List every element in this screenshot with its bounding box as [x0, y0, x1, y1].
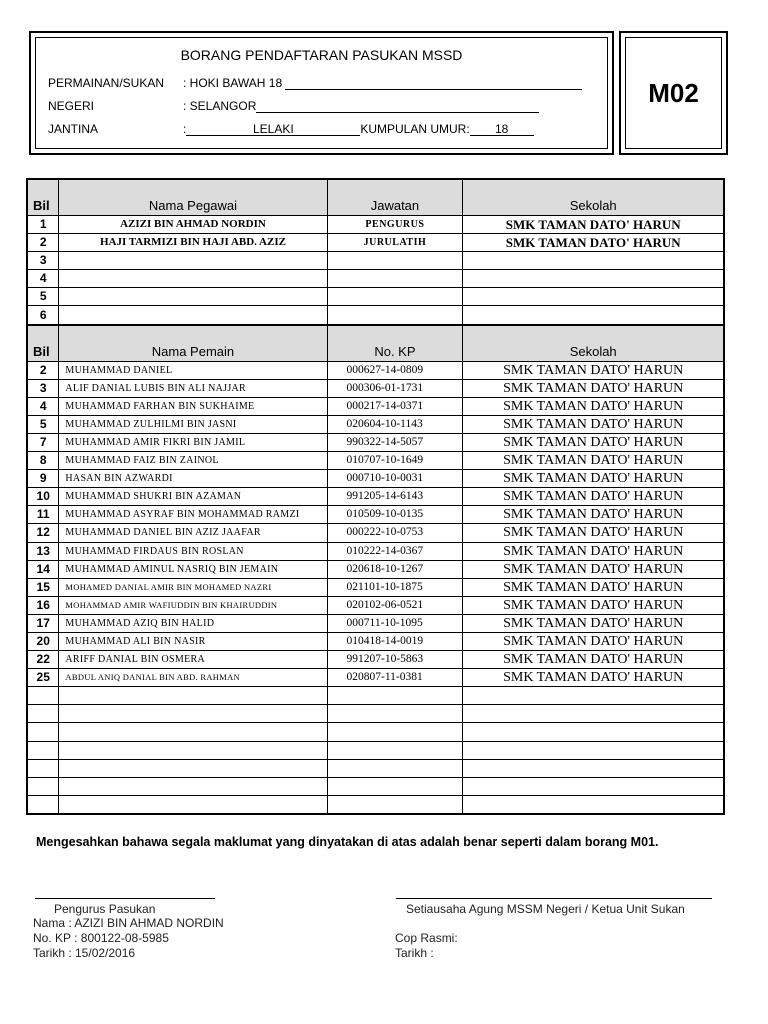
- player-name: MUHAMMAD FARHAN BIN SUKHAIME: [59, 397, 327, 415]
- player-kp: 020807-11-0381: [327, 669, 463, 687]
- player-school: SMK TAMAN DATO' HARUN: [463, 397, 724, 415]
- player-name: [59, 687, 327, 705]
- game-label: PERMAINAN/SUKAN: [48, 76, 165, 90]
- player-school: SMK TAMAN DATO' HARUN: [463, 632, 724, 650]
- official-role: [327, 270, 463, 288]
- player-row: [27, 488, 724, 506]
- player-kp: [327, 741, 463, 759]
- player-bil: [27, 723, 59, 741]
- player-kp: 020102-06-0521: [327, 596, 463, 614]
- official-name: [59, 270, 327, 288]
- official-name: AZIZI BIN AHMAD NORDIN: [59, 216, 327, 234]
- player-school: SMK TAMAN DATO' HARUN: [463, 415, 724, 433]
- player-bil: 12: [27, 524, 59, 542]
- official-row: [27, 216, 724, 234]
- official-role: [327, 306, 463, 325]
- player-school: SMK TAMAN DATO' HARUN: [463, 433, 724, 451]
- game-row: [48, 76, 582, 90]
- right-signature-stamp: Cop Rasmi:: [395, 931, 458, 945]
- player-kp: 000217-14-0371: [327, 397, 463, 415]
- player-bil: 10: [27, 488, 59, 506]
- official-name: [59, 306, 327, 325]
- registration-table: [26, 178, 725, 815]
- player-bil: 4: [27, 397, 59, 415]
- player-bil: [27, 705, 59, 723]
- player-bil: [27, 687, 59, 705]
- player-row: [27, 542, 724, 560]
- official-bil: 4: [27, 270, 59, 288]
- player-school: [463, 759, 724, 777]
- player-row: [27, 560, 724, 578]
- player-name: MUHAMMAD ZULHILMI BIN JASNI: [59, 415, 327, 433]
- state-underline: [256, 99, 539, 113]
- player-row: [27, 361, 724, 379]
- player-row: [27, 723, 724, 741]
- player-kp: 990322-14-5057: [327, 433, 463, 451]
- official-name: HAJI TARMIZI BIN HAJI ABD. AZIZ: [59, 234, 327, 252]
- player-kp: [327, 687, 463, 705]
- player-name: HASAN BIN AZWARDI: [59, 470, 327, 488]
- player-row: [27, 741, 724, 759]
- player-bil: 22: [27, 651, 59, 669]
- official-school: [463, 270, 724, 288]
- player-kp: 000222-10-0753: [327, 524, 463, 542]
- player-name: [59, 741, 327, 759]
- player-name: [59, 759, 327, 777]
- form-header-box: [29, 31, 614, 155]
- player-name: MOHAMED DANIAL AMIR BIN MOHAMED NAZRI: [59, 578, 327, 596]
- player-school: SMK TAMAN DATO' HARUN: [463, 506, 724, 524]
- right-signature-title: Setiausaha Agung MSSM Negeri / Ketua Unit Sukan: [406, 902, 685, 916]
- player-bil: 8: [27, 452, 59, 470]
- player-school: SMK TAMAN DATO' HARUN: [463, 524, 724, 542]
- player-school: SMK TAMAN DATO' HARUN: [463, 470, 724, 488]
- official-bil: 6: [27, 306, 59, 325]
- left-signature-title: Pengurus Pasukan: [54, 902, 156, 916]
- form-code-box: [619, 31, 728, 155]
- left-signature-kp: No. KP : 800122-08-5985: [33, 931, 169, 945]
- player-name: [59, 777, 327, 795]
- officials-header-role: Jawatan: [327, 179, 463, 216]
- player-bil: [27, 741, 59, 759]
- player-kp: 000306-01-1731: [327, 379, 463, 397]
- player-kp: 010509-10-0135: [327, 506, 463, 524]
- player-bil: 17: [27, 614, 59, 632]
- player-bil: [27, 795, 59, 814]
- player-kp: 010222-14-0367: [327, 542, 463, 560]
- player-row: [27, 524, 724, 542]
- officials-header-row: [27, 179, 724, 216]
- player-bil: 13: [27, 542, 59, 560]
- gender-colon: :: [183, 122, 187, 136]
- player-name: MUHAMMAD AMIR FIKRI BIN JAMIL: [59, 433, 327, 451]
- player-name: MUHAMMAD FIRDAUS BIN ROSLAN: [59, 542, 327, 560]
- player-name: MUHAMMAD FAIZ BIN ZAINOL: [59, 452, 327, 470]
- player-bil: 15: [27, 578, 59, 596]
- official-bil: 2: [27, 234, 59, 252]
- official-school: SMK TAMAN DATO' HARUN: [463, 234, 724, 252]
- officials-header-name: Nama Pegawai: [59, 179, 327, 216]
- player-bil: 3: [27, 379, 59, 397]
- player-kp: 020618-10-1267: [327, 560, 463, 578]
- game-underline: [285, 76, 582, 90]
- player-row: [27, 614, 724, 632]
- left-signature-name: Nama : AZIZI BIN AHMAD NORDIN: [33, 916, 224, 930]
- player-row: [27, 470, 724, 488]
- player-school: SMK TAMAN DATO' HARUN: [463, 361, 724, 379]
- player-school: SMK TAMAN DATO' HARUN: [463, 542, 724, 560]
- player-row: [27, 669, 724, 687]
- player-row: [27, 777, 724, 795]
- player-row: [27, 452, 724, 470]
- player-row: [27, 759, 724, 777]
- age-label: KUMPULAN UMUR:: [360, 122, 470, 136]
- gender-label: JANTINA: [48, 122, 99, 136]
- game-value: : HOKI BAWAH 18: [183, 76, 283, 90]
- player-kp: 000711-10-1095: [327, 614, 463, 632]
- official-role: PENGURUS: [327, 216, 463, 234]
- player-row: [27, 379, 724, 397]
- player-school: [463, 705, 724, 723]
- player-name: ABDUL ANIQ DANIAL BIN ABD. RAHMAN: [59, 669, 327, 687]
- players-header-name: Nama Pemain: [59, 325, 327, 362]
- official-row: [27, 288, 724, 306]
- left-signature-line: [35, 898, 215, 899]
- official-bil: 1: [27, 216, 59, 234]
- player-school: [463, 687, 724, 705]
- player-name: MUHAMMAD AZIQ BIN HALID: [59, 614, 327, 632]
- official-role: JURULATIH: [327, 234, 463, 252]
- player-name: ALIF DANIAL LUBIS BIN ALI NAJJAR: [59, 379, 327, 397]
- player-row: [27, 651, 724, 669]
- official-role: [327, 288, 463, 306]
- player-bil: [27, 759, 59, 777]
- form-header-inner: [35, 37, 608, 149]
- player-name: [59, 705, 327, 723]
- officials-header-bil: Bil: [27, 179, 59, 216]
- player-name: ARIFF DANIAL BIN OSMERA: [59, 651, 327, 669]
- player-row: [27, 687, 724, 705]
- official-row: [27, 306, 724, 325]
- officials-header-school: Sekolah: [463, 179, 724, 216]
- certification-statement: Mengesahkan bahawa segala maklumat yang dinyatakan di atas adalah benar seperti dalam borang M01.: [36, 835, 659, 849]
- player-bil: 9: [27, 470, 59, 488]
- players-header-row: [27, 325, 724, 362]
- player-name: [59, 795, 327, 814]
- player-row: [27, 596, 724, 614]
- player-school: SMK TAMAN DATO' HARUN: [463, 560, 724, 578]
- player-school: [463, 723, 724, 741]
- player-name: MUHAMMAD DANIEL BIN AZIZ JAAFAR: [59, 524, 327, 542]
- player-name: MUHAMMAD ASYRAF BIN MOHAMMAD RAMZI: [59, 506, 327, 524]
- player-school: SMK TAMAN DATO' HARUN: [463, 452, 724, 470]
- player-kp: [327, 705, 463, 723]
- player-bil: 11: [27, 506, 59, 524]
- state-value: : SELANGOR: [183, 99, 257, 113]
- player-bil: 2: [27, 361, 59, 379]
- state-row: [48, 99, 539, 113]
- player-row: [27, 397, 724, 415]
- gender-row: [48, 122, 534, 136]
- official-row: [27, 252, 724, 270]
- player-school: SMK TAMAN DATO' HARUN: [463, 578, 724, 596]
- player-kp: 010707-10-1649: [327, 452, 463, 470]
- player-kp: 021101-10-1875: [327, 578, 463, 596]
- player-bil: 7: [27, 433, 59, 451]
- player-row: [27, 415, 724, 433]
- player-kp: 991207-10-5863: [327, 651, 463, 669]
- player-school: SMK TAMAN DATO' HARUN: [463, 651, 724, 669]
- player-bil: 16: [27, 596, 59, 614]
- player-name: [59, 723, 327, 741]
- player-school: SMK TAMAN DATO' HARUN: [463, 614, 724, 632]
- player-kp: 000710-10-0031: [327, 470, 463, 488]
- player-row: [27, 578, 724, 596]
- player-row: [27, 705, 724, 723]
- official-role: [327, 252, 463, 270]
- player-kp: 000627-14-0809: [327, 361, 463, 379]
- official-row: [27, 234, 724, 252]
- right-signature-date: Tarikh :: [395, 946, 434, 960]
- age-value: 18: [470, 122, 534, 136]
- player-bil: 5: [27, 415, 59, 433]
- official-row: [27, 270, 724, 288]
- form-title: BORANG PENDAFTARAN PASUKAN MSSD: [180, 47, 463, 63]
- player-kp: [327, 795, 463, 814]
- player-school: [463, 741, 724, 759]
- player-kp: 020604-10-1143: [327, 415, 463, 433]
- player-kp: [327, 723, 463, 741]
- official-bil: 3: [27, 252, 59, 270]
- official-name: [59, 288, 327, 306]
- player-school: SMK TAMAN DATO' HARUN: [463, 669, 724, 687]
- player-school: [463, 795, 724, 814]
- player-name: MOHAMMAD AMIR WAFIUDDIN BIN KHAIRUDDIN: [59, 596, 327, 614]
- official-school: [463, 252, 724, 270]
- official-bil: 5: [27, 288, 59, 306]
- player-kp: 991205-14-6143: [327, 488, 463, 506]
- official-school: [463, 288, 724, 306]
- player-school: [463, 777, 724, 795]
- player-kp: 010418-14-0019: [327, 632, 463, 650]
- player-school: SMK TAMAN DATO' HARUN: [463, 488, 724, 506]
- player-kp: [327, 777, 463, 795]
- player-bil: [27, 777, 59, 795]
- right-signature-line: [396, 898, 712, 899]
- form-code: M02: [625, 37, 722, 149]
- player-bil: 14: [27, 560, 59, 578]
- player-name: MUHAMMAD SHUKRI BIN AZAMAN: [59, 488, 327, 506]
- official-school: SMK TAMAN DATO' HARUN: [463, 216, 724, 234]
- player-row: [27, 506, 724, 524]
- player-kp: [327, 759, 463, 777]
- gender-value: LELAKI: [186, 122, 360, 136]
- player-school: SMK TAMAN DATO' HARUN: [463, 596, 724, 614]
- player-name: MUHAMMAD AMINUL NASRIQ BIN JEMAIN: [59, 560, 327, 578]
- official-name: [59, 252, 327, 270]
- players-header-bil: Bil: [27, 325, 59, 362]
- players-header-kp: No. KP: [327, 325, 463, 362]
- player-bil: 20: [27, 632, 59, 650]
- players-header-school: Sekolah: [463, 325, 724, 362]
- player-row: [27, 433, 724, 451]
- player-name: MUHAMMAD ALI BIN NASIR: [59, 632, 327, 650]
- player-bil: 25: [27, 669, 59, 687]
- left-signature-date: Tarikh : 15/02/2016: [33, 946, 136, 960]
- player-name: MUHAMMAD DANIEL: [59, 361, 327, 379]
- player-school: SMK TAMAN DATO' HARUN: [463, 379, 724, 397]
- player-row: [27, 632, 724, 650]
- official-school: [463, 306, 724, 325]
- player-row: [27, 795, 724, 814]
- state-label: NEGERI: [48, 99, 95, 113]
